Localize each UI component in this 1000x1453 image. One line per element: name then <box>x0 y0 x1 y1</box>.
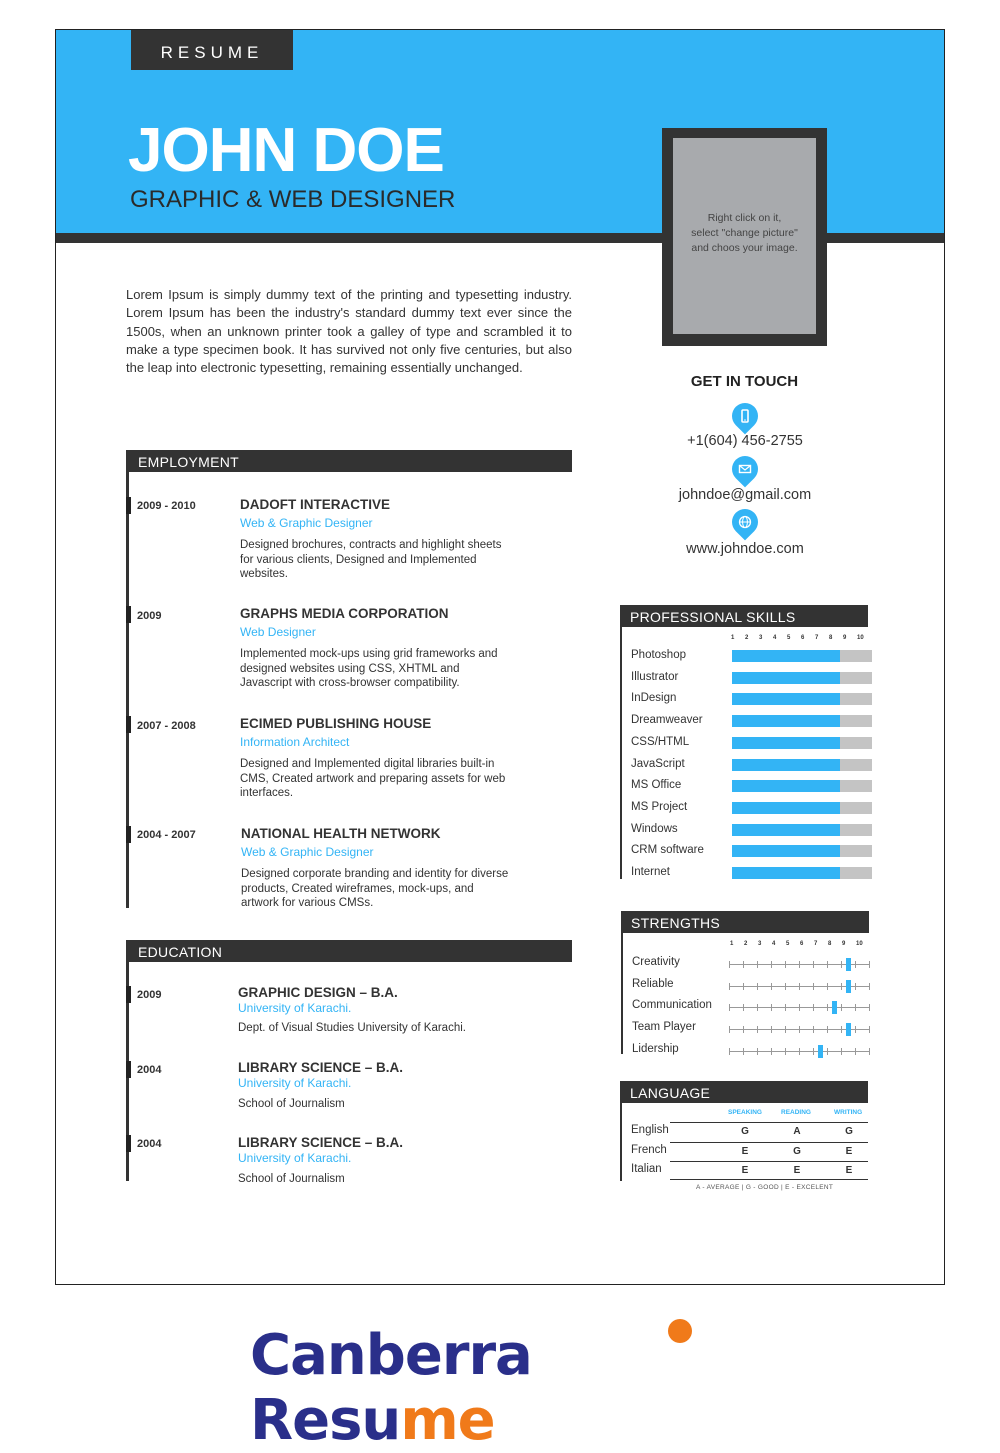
edu-department: Dept. of Visual Studies University of Karachi. <box>238 1022 466 1034</box>
contact-phone[interactable]: +1(604) 456-2755 <box>687 433 803 449</box>
strength-label: Creativity <box>632 956 680 968</box>
strength-slider-tick <box>757 983 758 990</box>
skill-bar <box>732 693 872 705</box>
job-description: Designed corporate branding and identity for diverse products, Created wireframes, mock-ups, and artwork for various CMSs. <box>241 868 509 909</box>
skill-label: Illustrator <box>631 670 679 683</box>
edu-date: 2004 <box>137 1064 162 1076</box>
strength-slider-tick <box>743 983 744 990</box>
skills-scale-number: 2 <box>745 635 749 641</box>
phone-icon <box>727 398 764 435</box>
language-rating: A <box>793 1126 801 1137</box>
strength-slider-tick <box>785 1026 786 1033</box>
strength-slider-tick <box>771 961 772 968</box>
contact-heading: GET IN TOUCH <box>690 373 799 390</box>
strength-slider-tick <box>743 1026 744 1033</box>
job-role: Information Architect <box>240 735 350 749</box>
strength-slider-tick <box>757 1026 758 1033</box>
strength-slider-tick <box>855 983 856 990</box>
strength-label: Communication <box>632 999 712 1012</box>
strength-slider-tick <box>743 1004 744 1011</box>
strengths-scale-number: 5 <box>786 941 790 947</box>
skill-label: InDesign <box>631 692 677 705</box>
timeline-marker <box>126 826 131 843</box>
strengths-scale-number: 6 <box>800 941 804 947</box>
skill-label: JavaScript <box>631 757 685 770</box>
strength-slider-tick <box>813 983 814 990</box>
strengths-heading: STRENGTHS <box>621 911 869 933</box>
strength-slider-tick <box>729 1004 730 1011</box>
email-icon <box>727 451 764 488</box>
language-rating: E <box>845 1145 853 1157</box>
skill-bar-fill <box>732 759 840 771</box>
job-role: Web & Graphic Designer <box>241 845 374 859</box>
strengths-scale-number: 9 <box>842 941 846 947</box>
timeline-marker <box>126 497 131 514</box>
language-heading: LANGUAGE <box>620 1081 868 1103</box>
strength-slider-tick <box>785 1048 786 1055</box>
strength-slider-tick <box>855 1048 856 1055</box>
skill-label: MS Office <box>631 779 682 792</box>
candidate-name: JOHN DOE <box>128 116 444 185</box>
skill-bar <box>732 867 872 879</box>
timeline-marker <box>126 716 131 733</box>
strength-slider-knob[interactable] <box>846 1023 851 1036</box>
strength-slider-tick <box>785 1004 786 1011</box>
strength-slider-tick <box>799 1004 800 1011</box>
skills-scale-number: 10 <box>857 635 864 641</box>
skill-bar-fill <box>732 737 840 749</box>
edu-degree: LIBRARY SCIENCE – B.A. <box>238 1135 404 1150</box>
skills-scale-number: 8 <box>829 635 833 641</box>
strength-slider-tick <box>785 961 786 968</box>
strengths-scale-number: 3 <box>758 941 762 947</box>
skill-bar <box>732 672 872 684</box>
skill-label: CRM software <box>631 844 704 857</box>
strength-slider-tick <box>771 1026 772 1033</box>
skill-label: Photoshop <box>631 649 686 661</box>
strength-label: Reliable <box>632 977 674 990</box>
skill-bar-fill <box>732 650 840 662</box>
skill-label: Dreamweaver <box>631 714 703 727</box>
language-rating: G <box>845 1126 853 1137</box>
strength-slider-tick <box>799 983 800 990</box>
edu-department: School of Journalism <box>238 1173 345 1185</box>
education-heading: EDUCATION <box>126 940 572 962</box>
language-panel-line <box>620 1103 622 1181</box>
photo-inner[interactable] <box>673 138 816 334</box>
job-description: Designed brochures, contracts and highlight sheets for various clients, Designed and Implemented websites. <box>240 539 502 580</box>
language-label: Italian <box>631 1163 662 1175</box>
skill-bar-fill <box>732 780 840 792</box>
job-description: Designed and Implemented digital libraries built-in CMS, Created artwork and preparing assets for web interfaces. <box>240 758 506 799</box>
strength-slider-tick <box>757 1004 758 1011</box>
language-rating: G <box>741 1126 749 1137</box>
language-label: English <box>631 1124 669 1136</box>
language-rating: E <box>845 1165 853 1176</box>
strength-slider-tick <box>743 961 744 968</box>
timeline-marker <box>126 986 131 1003</box>
language-row-rule <box>670 1142 868 1143</box>
skill-bar-fill <box>732 867 840 879</box>
job-date: 2009 - 2010 <box>137 500 196 512</box>
skill-bar <box>732 780 872 792</box>
strength-slider-tick <box>813 1048 814 1055</box>
strengths-scale-number: 1 <box>730 941 734 947</box>
timeline-marker <box>126 606 131 623</box>
strength-slider-tick <box>743 1048 744 1055</box>
skill-label: MS Project <box>631 800 688 813</box>
strength-slider-tick <box>785 983 786 990</box>
photo-placeholder[interactable] <box>662 128 827 346</box>
edu-date: 2009 <box>137 989 162 1001</box>
strength-label: Team Player <box>632 1021 696 1034</box>
strengths-panel-line <box>621 933 623 1054</box>
summary-paragraph: Lorem Ipsum is simply dummy text of the printing and typesetting industry. Lorem Ipsum has been the industry's standard dummy text ever since the 1500s, when an unknown printer took a galley of type and scrambled it to make a type specimen book. It has survived not only five centuries, but also the leap into electronic typesetting, remaining essentially unchanged. <box>126 287 572 376</box>
skill-bar-fill <box>732 845 840 857</box>
job-role: Web & Graphic Designer <box>240 516 373 530</box>
strength-slider-tick <box>757 1048 758 1055</box>
resume-tag: RESUME <box>131 30 293 70</box>
strengths-scale-number: 2 <box>744 941 748 947</box>
strength-slider-tick <box>855 1026 856 1033</box>
strengths-scale-number: 10 <box>856 941 863 947</box>
skill-bar <box>732 759 872 771</box>
strength-slider-tick <box>827 961 828 968</box>
strength-slider-tick <box>813 1026 814 1033</box>
photo-hint-line2: select "change picture" <box>691 227 798 239</box>
strength-slider-tick <box>841 983 842 990</box>
skills-scale-number: 1 <box>731 635 735 641</box>
logo-text-primary: Canberra Resu <box>250 1323 532 1453</box>
strength-slider-tick <box>855 961 856 968</box>
timeline-marker <box>126 1135 131 1152</box>
strength-slider-tick <box>855 1004 856 1011</box>
globe-icon <box>727 504 764 541</box>
strength-slider-tick <box>841 961 842 968</box>
skill-bar <box>732 737 872 749</box>
skills-scale-number: 4 <box>773 635 777 641</box>
logo-text-accent: me <box>400 1388 495 1453</box>
edu-degree: LIBRARY SCIENCE – B.A. <box>238 1060 404 1075</box>
skills-heading: PROFESSIONAL SKILLS <box>620 605 868 627</box>
skill-bar <box>732 802 872 814</box>
resume-page <box>55 29 945 1285</box>
strength-slider-tick <box>841 1004 842 1011</box>
strength-slider-tick <box>869 983 870 990</box>
job-description: Implemented mock-ups using grid frameworks and designed websites using CSS, XHTML and Javascript with cross-browser compatibility. <box>240 648 498 689</box>
language-col-speaking: SPEAKING <box>728 1109 762 1116</box>
employment-heading: EMPLOYMENT <box>126 450 572 472</box>
strength-slider-tick <box>869 1048 870 1055</box>
skills-scale-number: 9 <box>843 635 847 641</box>
skill-bar <box>732 715 872 727</box>
strength-slider-tick <box>841 1048 842 1055</box>
strength-slider-tick <box>841 1026 842 1033</box>
candidate-title: GRAPHIC & WEB DESIGNER <box>130 186 456 213</box>
strength-slider-knob[interactable] <box>846 958 851 971</box>
language-col-writing: WRITING <box>834 1109 863 1116</box>
strength-slider-knob[interactable] <box>818 1045 823 1058</box>
strength-slider-tick <box>729 961 730 968</box>
strengths-scale-number: 7 <box>814 941 818 947</box>
skill-label: Windows <box>631 822 678 835</box>
skill-bar <box>732 824 872 836</box>
skill-label: Internet <box>631 866 670 878</box>
skills-scale-number: 5 <box>787 635 791 641</box>
strength-slider-tick <box>813 961 814 968</box>
edu-school: University of Karachi. <box>238 1001 352 1015</box>
strength-slider-tick <box>827 983 828 990</box>
skill-bar-fill <box>732 672 840 684</box>
timeline-marker <box>126 1061 131 1078</box>
skill-bar-fill <box>732 693 840 705</box>
strength-label: Lidership <box>632 1042 679 1055</box>
language-rating: E <box>741 1145 749 1157</box>
language-rating: E <box>741 1165 749 1176</box>
strength-slider-tick <box>729 1026 730 1033</box>
contact-email[interactable]: johndoe@gmail.com <box>678 487 812 503</box>
edu-department: School of Journalism <box>238 1098 345 1110</box>
skill-bar <box>732 650 872 662</box>
skills-scale-number: 3 <box>759 635 763 641</box>
strength-slider-tick <box>771 1048 772 1055</box>
strength-slider-tick <box>827 1004 828 1011</box>
strength-slider-tick <box>729 1048 730 1055</box>
strength-slider-tick <box>799 961 800 968</box>
strength-slider-tick <box>869 1026 870 1033</box>
logo-text <box>250 1323 750 1453</box>
job-company: ECIMED PUBLISHING HOUSE <box>240 716 432 731</box>
job-company: DADOFT INTERACTIVE <box>240 497 390 512</box>
photo-hint-line1: Right click on it, <box>707 212 782 224</box>
strength-slider-knob[interactable] <box>832 1001 837 1014</box>
strengths-scale-number: 4 <box>772 941 776 947</box>
strength-slider-tick <box>799 1026 800 1033</box>
job-date: 2009 <box>137 610 162 622</box>
strength-slider-tick <box>771 1004 772 1011</box>
strength-slider-tick <box>757 961 758 968</box>
language-col-reading: READING <box>781 1109 811 1116</box>
edu-degree: GRAPHIC DESIGN – B.A. <box>238 985 398 1000</box>
edu-school: University of Karachi. <box>238 1076 352 1090</box>
canberra-resume-logo <box>250 1319 750 1453</box>
language-row-rule <box>670 1179 868 1180</box>
strength-slider-tick <box>799 1048 800 1055</box>
skill-bar-fill <box>732 715 840 727</box>
language-rating: E <box>793 1165 801 1176</box>
strength-slider-tick <box>869 1004 870 1011</box>
strength-slider-tick <box>729 983 730 990</box>
strength-slider-tick <box>827 1026 828 1033</box>
language-rating: G <box>793 1145 801 1157</box>
language-legend: A - AVERAGE | G - GOOD | E - EXCELENT <box>696 1184 834 1191</box>
strengths-scale-number: 8 <box>828 941 832 947</box>
language-row-rule <box>670 1122 868 1123</box>
job-date: 2007 - 2008 <box>137 720 196 732</box>
skill-bar <box>732 845 872 857</box>
edu-school: University of Karachi. <box>238 1151 352 1165</box>
skill-bar-fill <box>732 824 840 836</box>
edu-date: 2004 <box>137 1138 162 1150</box>
skills-panel-line <box>620 627 622 879</box>
strength-slider-tick <box>827 1048 828 1055</box>
contact-website[interactable]: www.johndoe.com <box>686 541 804 557</box>
strength-slider-tick <box>771 983 772 990</box>
strength-slider-knob[interactable] <box>846 980 851 993</box>
photo-hint-line3: and choos your image. <box>691 242 798 254</box>
job-date: 2004 - 2007 <box>137 829 196 841</box>
language-row-rule <box>670 1161 868 1162</box>
job-company: GRAPHS MEDIA CORPORATION <box>240 606 449 621</box>
language-label: French <box>631 1143 667 1156</box>
strength-slider-tick <box>869 961 870 968</box>
job-company: NATIONAL HEALTH NETWORK <box>241 826 441 841</box>
skills-scale-number: 6 <box>801 635 805 641</box>
job-role: Web Designer <box>240 625 316 639</box>
skill-label: CSS/HTML <box>631 735 690 748</box>
skill-bar-fill <box>732 802 840 814</box>
strength-slider-tick <box>813 1004 814 1011</box>
skills-scale-number: 7 <box>815 635 819 641</box>
